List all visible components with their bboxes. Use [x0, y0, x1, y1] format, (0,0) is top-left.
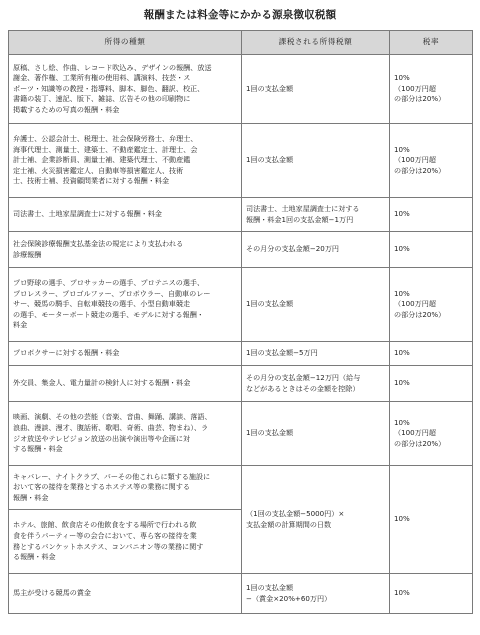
taxable-amount-cell: 1回の支払金額 −（賞金×20%+60万円） [242, 574, 390, 614]
tax-rate-cell: 10% （100万円超 の部分は20%） [390, 402, 473, 466]
page-title: 報酬または料金等にかかる源泉徴収税額 [143, 9, 337, 21]
taxable-amount-cell: 1回の支払金額 [242, 124, 390, 198]
taxable-amount-cell: 1回の支払金額−5万円 [242, 342, 390, 366]
taxable-amount-cell: 1回の支払金額 [242, 268, 390, 342]
header-taxable-amount: 課税される所得税額 [242, 31, 390, 55]
table-row [9, 366, 473, 402]
income-type-cell: 弁護士、公認会計士、税理士、社会保険労務士、弁理士、 海事代理士、測量士、建築士、不動産鑑定士、計理士、会 計士補、企業診断員、測量士補、建築代理士、不動産鑑 定士補、火災損害鑑定人、自動車等損害鑑定人、技術 士、技術士補、投資顧問業者に対する報酬・料金 [9, 124, 242, 198]
tax-rate-cell: 10% [390, 466, 473, 574]
header-income-type: 所得の種類 [9, 31, 242, 55]
tax-rate-cell: 10% [390, 198, 473, 232]
taxable-amount-cell: 1回の支払金額 [242, 402, 390, 466]
tax-rate-cell: 10% （100万円超 の部分は20%） [390, 268, 473, 342]
tax-rate-cell: 10% [390, 342, 473, 366]
withholding-tax-table [8, 30, 473, 614]
taxable-amount-cell: 1回の支払金額 [242, 55, 390, 124]
table-row [9, 232, 473, 268]
income-type-cell: プロボクサーに対する報酬・料金 [9, 342, 242, 366]
table-header-row [9, 31, 473, 55]
tax-rate-cell: 10% （100万円超 の部分は20%） [390, 55, 473, 124]
taxable-amount-cell: その月分の支払金額−20万円 [242, 232, 390, 268]
table-row [9, 124, 473, 198]
table-row [9, 55, 473, 124]
income-type-cell: 社会保険診療報酬支払基金法の規定により支払われる 診療報酬 [9, 232, 242, 268]
taxable-amount-cell: （1回の支払金額−5000円）× 支払金額の計算期間の日数 [242, 466, 390, 574]
tax-rate-cell: 10% [390, 232, 473, 268]
table-row [9, 402, 473, 466]
income-type-cell: 馬主が受ける競馬の賞金 [9, 574, 242, 614]
income-type-cell: 映画、演劇、その他の芸能（音楽、音曲、舞踊、講談、落語、 浪曲、漫談、漫才、腹話術、歌唱、奇術、曲芸、物まね）、ラ ジオ放送やテレビジョン放送の出演や演出等や企画に対 する報酬・料金 [9, 402, 242, 466]
income-type-cell: ホテル、旅館、飲食店その他飲食をする場所で行われる飲 食を伴うパーティー等の会合において、専ら客の接待を業 務とするバンケットホステス、コンパニオン等の業務に関す る報酬・料金 [9, 510, 242, 574]
table-row [9, 198, 473, 232]
header-tax-rate: 税率 [390, 31, 473, 55]
tax-rate-cell: 10% [390, 574, 473, 614]
table-row [9, 268, 473, 342]
income-type-cell: 外交員、集金人、電力量計の検針人に対する報酬・料金 [9, 366, 242, 402]
tax-rate-cell: 10% [390, 366, 473, 402]
income-type-cell: 原稿、さし絵、作曲、レコード吹込み、デザインの報酬、放送 謝金、著作権、工業所有権の使用料、講演料、技芸・ス ポーツ・知識等の教授・指導料、脚本、脚色、翻訳、校正、 書籍の装丁、速記、版下、雑誌、広告その他の印刷物に 掲載するための写真の報酬・料金 [9, 55, 242, 124]
income-type-cell: プロ野球の選手、プロサッカーの選手、プロテニスの選手、 プロレスラー、プロゴルファー、プロボウラー、自動車のレー サー、競馬の騎手、自転車競技の選手、小型自動車競走 の選手、モーターボート競走の選手、モデルに対する報酬・ 料金 [9, 268, 242, 342]
table-row [9, 342, 473, 366]
income-type-cell: 司法書士、土地家屋調査士に対する報酬・料金 [9, 198, 242, 232]
taxable-amount-cell: 司法書士、土地家屋調査士に対する 報酬・料金1回の支払金額−1万円 [242, 198, 390, 232]
tax-rate-cell: 10% （100万円超 の部分は20%） [390, 124, 473, 198]
table-row [9, 466, 473, 510]
table-row [9, 574, 473, 614]
taxable-amount-cell: その月分の支払金額−12万円（給与 などがあるときはその金額を控除） [242, 366, 390, 402]
income-type-cell: キャバレー、ナイトクラブ、バーその他これらに類する施設に おいて客の接待を業務とするホステス等の業務に関する 報酬・料金 [9, 466, 242, 510]
